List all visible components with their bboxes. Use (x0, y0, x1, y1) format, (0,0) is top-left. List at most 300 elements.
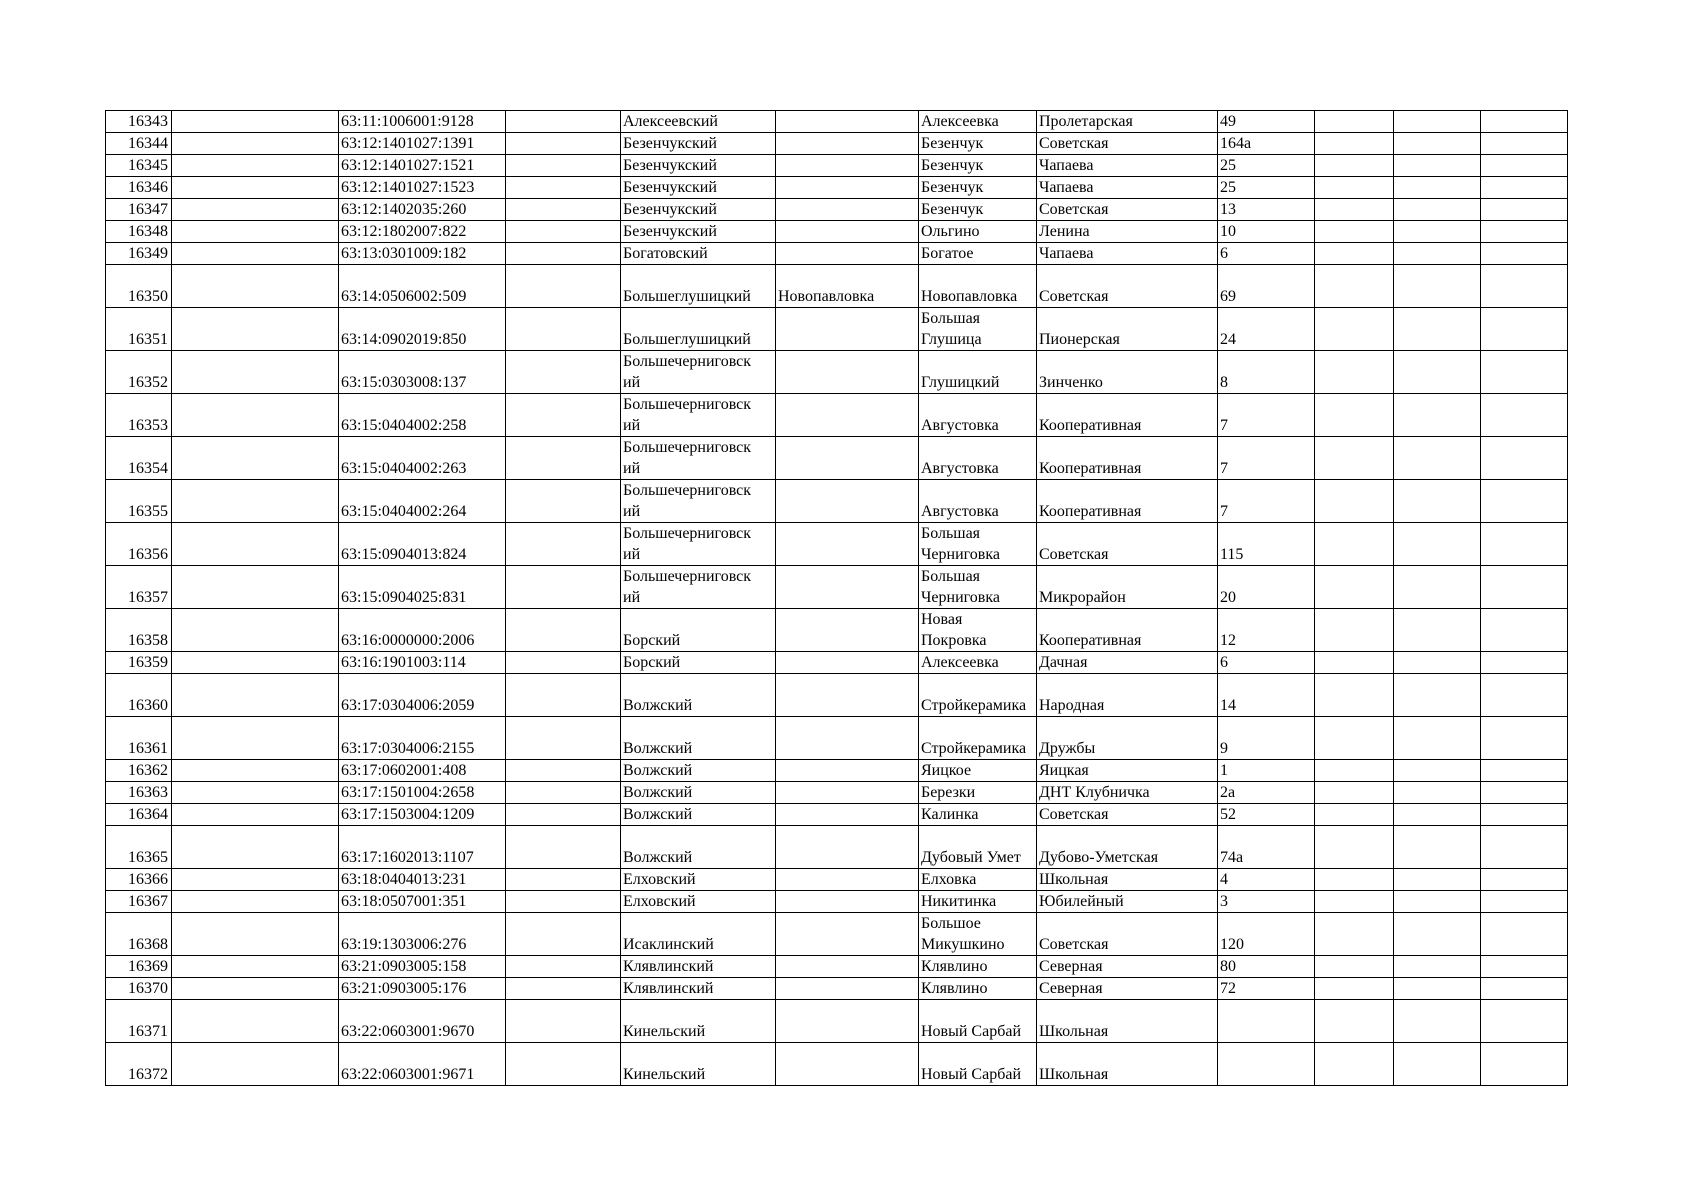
empty-cell (1315, 760, 1394, 782)
row-number-cell: 16363 (106, 782, 172, 804)
table-row (106, 265, 1568, 308)
empty-cell (1315, 609, 1394, 652)
empty-cell (1481, 913, 1568, 956)
row-number-cell: 16372 (106, 1043, 172, 1086)
empty-cell (506, 609, 621, 652)
table-row (106, 760, 1568, 782)
empty-cell (172, 891, 339, 913)
street-cell: Юбилейный (1037, 891, 1218, 913)
cadastral-number-cell: 63:21:0903005:158 (339, 956, 506, 978)
cadastral-number-cell: 63:14:0506002:509 (339, 265, 506, 308)
row-number-cell: 16357 (106, 566, 172, 609)
empty-cell (1481, 437, 1568, 480)
empty-cell (1315, 351, 1394, 394)
locality-cell: Алексеевка (919, 652, 1037, 674)
cadastral-number-cell: 63:16:0000000:2006 (339, 609, 506, 652)
empty-cell (506, 155, 621, 177)
empty-cell (1481, 674, 1568, 717)
district-cell: Безенчукский (621, 133, 776, 155)
street-cell: Северная (1037, 956, 1218, 978)
house-number-cell: 13 (1218, 199, 1315, 221)
empty-cell (1315, 782, 1394, 804)
street-cell: Советская (1037, 133, 1218, 155)
empty-cell (172, 913, 339, 956)
empty-cell (506, 177, 621, 199)
cadastral-number-cell: 63:18:0507001:351 (339, 891, 506, 913)
empty-cell (506, 243, 621, 265)
street-cell: ДНТ Клубничка (1037, 782, 1218, 804)
empty-cell (172, 566, 339, 609)
settlement-cell (776, 717, 919, 760)
house-number-cell: 74а (1218, 826, 1315, 869)
settlement-cell (776, 609, 919, 652)
empty-cell (1394, 351, 1481, 394)
empty-cell (506, 913, 621, 956)
empty-cell (506, 891, 621, 913)
locality-cell: Безенчук (919, 199, 1037, 221)
house-number-cell: 7 (1218, 480, 1315, 523)
empty-cell (1394, 1043, 1481, 1086)
empty-cell (506, 199, 621, 221)
settlement-cell (776, 155, 919, 177)
locality-cell: Безенчук (919, 177, 1037, 199)
cadastral-number-cell: 63:18:0404013:231 (339, 869, 506, 891)
empty-cell (506, 351, 621, 394)
empty-cell (172, 869, 339, 891)
empty-cell (1315, 133, 1394, 155)
settlement-cell (776, 652, 919, 674)
house-number-cell: 80 (1218, 956, 1315, 978)
empty-cell (1481, 480, 1568, 523)
street-cell: Яицкая (1037, 760, 1218, 782)
empty-cell (1481, 826, 1568, 869)
empty-cell (506, 523, 621, 566)
row-number-cell: 16347 (106, 199, 172, 221)
house-number-cell: 14 (1218, 674, 1315, 717)
house-number-cell: 72 (1218, 978, 1315, 1000)
empty-cell (172, 717, 339, 760)
locality-cell: Клявлино (919, 956, 1037, 978)
empty-cell (1481, 609, 1568, 652)
cadastral-number-cell: 63:15:0904025:831 (339, 566, 506, 609)
empty-cell (1394, 782, 1481, 804)
row-number-cell: 16345 (106, 155, 172, 177)
district-cell: Большеглушицкий (621, 308, 776, 351)
empty-cell (1481, 566, 1568, 609)
house-number-cell: 49 (1218, 111, 1315, 133)
district-cell: Алексеевский (621, 111, 776, 133)
empty-cell (1315, 111, 1394, 133)
district-cell: Борский (621, 609, 776, 652)
house-number-cell: 7 (1218, 437, 1315, 480)
street-cell: Чапаева (1037, 243, 1218, 265)
cadastral-number-cell: 63:13:0301009:182 (339, 243, 506, 265)
row-number-cell: 16343 (106, 111, 172, 133)
table-row (106, 437, 1568, 480)
street-cell: Пролетарская (1037, 111, 1218, 133)
cadastral-number-cell: 63:22:0603001:9671 (339, 1043, 506, 1086)
cadastral-number-cell: 63:15:0404002:263 (339, 437, 506, 480)
table-row (106, 652, 1568, 674)
house-number-cell: 25 (1218, 155, 1315, 177)
street-cell: Ленина (1037, 221, 1218, 243)
empty-cell (1481, 265, 1568, 308)
empty-cell (1315, 1043, 1394, 1086)
cadastral-number-cell: 63:15:0404002:258 (339, 394, 506, 437)
row-number-cell: 16352 (106, 351, 172, 394)
locality-cell: Калинка (919, 804, 1037, 826)
empty-cell (1481, 177, 1568, 199)
locality-cell: Августовка (919, 437, 1037, 480)
empty-cell (1481, 1000, 1568, 1043)
empty-cell (1315, 652, 1394, 674)
empty-cell (1481, 155, 1568, 177)
empty-cell (1481, 243, 1568, 265)
empty-cell (506, 437, 621, 480)
settlement-cell (776, 760, 919, 782)
locality-cell: Безенчук (919, 133, 1037, 155)
locality-cell: Новопавловка (919, 265, 1037, 308)
empty-cell (172, 956, 339, 978)
district-cell: Елховский (621, 869, 776, 891)
empty-cell (1315, 566, 1394, 609)
empty-cell (172, 609, 339, 652)
locality-cell: Новая Покровка (919, 609, 1037, 652)
empty-cell (1394, 826, 1481, 869)
empty-cell (1481, 978, 1568, 1000)
settlement-cell (776, 523, 919, 566)
street-cell: Школьная (1037, 1043, 1218, 1086)
locality-cell: Глушицкий (919, 351, 1037, 394)
empty-cell (506, 782, 621, 804)
empty-cell (506, 394, 621, 437)
table-row (106, 826, 1568, 869)
empty-cell (1315, 804, 1394, 826)
empty-cell (1315, 480, 1394, 523)
empty-cell (1394, 869, 1481, 891)
street-cell: Советская (1037, 265, 1218, 308)
street-cell: Советская (1037, 523, 1218, 566)
settlement-cell (776, 782, 919, 804)
locality-cell: Богатое (919, 243, 1037, 265)
row-number-cell: 16365 (106, 826, 172, 869)
empty-cell (172, 826, 339, 869)
empty-cell (172, 351, 339, 394)
empty-cell (1315, 869, 1394, 891)
street-cell: Чапаева (1037, 155, 1218, 177)
empty-cell (1394, 760, 1481, 782)
empty-cell (1481, 760, 1568, 782)
row-number-cell: 16353 (106, 394, 172, 437)
settlement-cell (776, 913, 919, 956)
empty-cell (1481, 111, 1568, 133)
table-row (106, 243, 1568, 265)
district-cell: Богатовский (621, 243, 776, 265)
empty-cell (172, 308, 339, 351)
settlement-cell (776, 956, 919, 978)
cadastral-number-cell: 63:12:1802007:822 (339, 221, 506, 243)
empty-cell (1394, 1000, 1481, 1043)
row-number-cell: 16368 (106, 913, 172, 956)
house-number-cell: 10 (1218, 221, 1315, 243)
empty-cell (1481, 351, 1568, 394)
district-cell: Большечерниговск ий (621, 566, 776, 609)
empty-cell (506, 265, 621, 308)
locality-cell: Большая Черниговка (919, 566, 1037, 609)
empty-cell (172, 111, 339, 133)
cadastral-number-cell: 63:22:0603001:9670 (339, 1000, 506, 1043)
row-number-cell: 16349 (106, 243, 172, 265)
settlement-cell (776, 437, 919, 480)
district-cell: Кинельский (621, 1043, 776, 1086)
empty-cell (506, 133, 621, 155)
locality-cell: Клявлино (919, 978, 1037, 1000)
empty-cell (172, 243, 339, 265)
street-cell: Чапаева (1037, 177, 1218, 199)
street-cell: Советская (1037, 804, 1218, 826)
empty-cell (506, 826, 621, 869)
empty-cell (506, 308, 621, 351)
locality-cell: Никитинка (919, 891, 1037, 913)
district-cell: Борский (621, 652, 776, 674)
street-cell: Советская (1037, 199, 1218, 221)
empty-cell (1315, 221, 1394, 243)
district-cell: Волжский (621, 826, 776, 869)
empty-cell (172, 177, 339, 199)
house-number-cell: 2а (1218, 782, 1315, 804)
empty-cell (1394, 155, 1481, 177)
registry-table (105, 110, 1568, 1086)
settlement-cell (776, 1000, 919, 1043)
row-number-cell: 16360 (106, 674, 172, 717)
empty-cell (1394, 523, 1481, 566)
empty-cell (506, 566, 621, 609)
cadastral-number-cell: 63:15:0904013:824 (339, 523, 506, 566)
table-row (106, 308, 1568, 351)
empty-cell (1315, 394, 1394, 437)
empty-cell (172, 523, 339, 566)
table-row (106, 133, 1568, 155)
table-row (106, 351, 1568, 394)
empty-cell (1394, 891, 1481, 913)
house-number-cell: 6 (1218, 243, 1315, 265)
table-row (106, 869, 1568, 891)
table-row (106, 199, 1568, 221)
empty-cell (1394, 978, 1481, 1000)
cadastral-number-cell: 63:14:0902019:850 (339, 308, 506, 351)
empty-cell (1481, 394, 1568, 437)
district-cell: Волжский (621, 804, 776, 826)
cadastral-number-cell: 63:16:1901003:114 (339, 652, 506, 674)
street-cell: Школьная (1037, 869, 1218, 891)
street-cell: Кооперативная (1037, 437, 1218, 480)
empty-cell (1481, 652, 1568, 674)
district-cell: Клявлинский (621, 956, 776, 978)
table-row (106, 566, 1568, 609)
empty-cell (1315, 265, 1394, 308)
empty-cell (1394, 609, 1481, 652)
settlement-cell: Новопавловка (776, 265, 919, 308)
street-cell: Народная (1037, 674, 1218, 717)
house-number-cell (1218, 1000, 1315, 1043)
street-cell: Кооперативная (1037, 480, 1218, 523)
street-cell: Дружбы (1037, 717, 1218, 760)
house-number-cell (1218, 1043, 1315, 1086)
empty-cell (172, 1043, 339, 1086)
empty-cell (1315, 826, 1394, 869)
empty-cell (1394, 804, 1481, 826)
street-cell: Зинченко (1037, 351, 1218, 394)
empty-cell (1481, 891, 1568, 913)
empty-cell (172, 804, 339, 826)
empty-cell (1394, 913, 1481, 956)
table-row (106, 913, 1568, 956)
street-cell: Кооперативная (1037, 609, 1218, 652)
cadastral-number-cell: 63:12:1401027:1523 (339, 177, 506, 199)
house-number-cell: 164а (1218, 133, 1315, 155)
empty-cell (1394, 243, 1481, 265)
empty-cell (1394, 265, 1481, 308)
house-number-cell: 1 (1218, 760, 1315, 782)
row-number-cell: 16362 (106, 760, 172, 782)
table-row (106, 221, 1568, 243)
row-number-cell: 16369 (106, 956, 172, 978)
house-number-cell: 25 (1218, 177, 1315, 199)
empty-cell (506, 480, 621, 523)
cadastral-number-cell: 63:17:0304006:2155 (339, 717, 506, 760)
settlement-cell (776, 199, 919, 221)
settlement-cell (776, 1043, 919, 1086)
district-cell: Безенчукский (621, 221, 776, 243)
settlement-cell (776, 243, 919, 265)
empty-cell (1394, 674, 1481, 717)
district-cell: Елховский (621, 891, 776, 913)
empty-cell (506, 674, 621, 717)
district-cell: Большечерниговск ий (621, 394, 776, 437)
cadastral-number-cell: 63:19:1303006:276 (339, 913, 506, 956)
empty-cell (1394, 480, 1481, 523)
district-cell: Волжский (621, 717, 776, 760)
settlement-cell (776, 221, 919, 243)
empty-cell (506, 869, 621, 891)
district-cell: Волжский (621, 782, 776, 804)
table-row (106, 155, 1568, 177)
district-cell: Исаклинский (621, 913, 776, 956)
empty-cell (1481, 956, 1568, 978)
row-number-cell: 16358 (106, 609, 172, 652)
empty-cell (1481, 308, 1568, 351)
cadastral-number-cell: 63:12:1402035:260 (339, 199, 506, 221)
locality-cell: Елховка (919, 869, 1037, 891)
settlement-cell (776, 566, 919, 609)
district-cell: Волжский (621, 674, 776, 717)
district-cell: Большеглушицкий (621, 265, 776, 308)
settlement-cell (776, 133, 919, 155)
empty-cell (506, 978, 621, 1000)
street-cell: Советская (1037, 913, 1218, 956)
cadastral-number-cell: 63:12:1401027:1521 (339, 155, 506, 177)
house-number-cell: 20 (1218, 566, 1315, 609)
empty-cell (1394, 717, 1481, 760)
cadastral-number-cell: 63:21:0903005:176 (339, 978, 506, 1000)
settlement-cell (776, 480, 919, 523)
empty-cell (1315, 155, 1394, 177)
empty-cell (172, 674, 339, 717)
locality-cell: Августовка (919, 394, 1037, 437)
row-number-cell: 16351 (106, 308, 172, 351)
street-cell: Школьная (1037, 1000, 1218, 1043)
settlement-cell (776, 978, 919, 1000)
empty-cell (1315, 1000, 1394, 1043)
district-cell: Большечерниговск ий (621, 437, 776, 480)
table-row (106, 956, 1568, 978)
table-row (106, 674, 1568, 717)
row-number-cell: 16344 (106, 133, 172, 155)
row-number-cell: 16366 (106, 869, 172, 891)
empty-cell (1315, 913, 1394, 956)
table-row (106, 480, 1568, 523)
empty-cell (1394, 199, 1481, 221)
row-number-cell: 16370 (106, 978, 172, 1000)
district-cell: Кинельский (621, 1000, 776, 1043)
cadastral-number-cell: 63:15:0404002:264 (339, 480, 506, 523)
empty-cell (1315, 308, 1394, 351)
empty-cell (1394, 177, 1481, 199)
house-number-cell: 12 (1218, 609, 1315, 652)
empty-cell (1315, 523, 1394, 566)
locality-cell: Большая Черниговка (919, 523, 1037, 566)
empty-cell (506, 652, 621, 674)
row-number-cell: 16356 (106, 523, 172, 566)
district-cell: Большечерниговск ий (621, 523, 776, 566)
cadastral-number-cell: 63:17:1503004:1209 (339, 804, 506, 826)
empty-cell (1315, 177, 1394, 199)
locality-cell: Стройкерамика (919, 674, 1037, 717)
street-cell: Дачная (1037, 652, 1218, 674)
empty-cell (1315, 891, 1394, 913)
row-number-cell: 16371 (106, 1000, 172, 1043)
locality-cell: Августовка (919, 480, 1037, 523)
house-number-cell: 3 (1218, 891, 1315, 913)
locality-cell: Дубовый Умет (919, 826, 1037, 869)
empty-cell (1394, 394, 1481, 437)
locality-cell: Новый Сарбай (919, 1000, 1037, 1043)
settlement-cell (776, 351, 919, 394)
table-row (106, 394, 1568, 437)
empty-cell (506, 804, 621, 826)
empty-cell (1394, 221, 1481, 243)
locality-cell: Большая Глушица (919, 308, 1037, 351)
house-number-cell: 7 (1218, 394, 1315, 437)
house-number-cell: 115 (1218, 523, 1315, 566)
empty-cell (1394, 652, 1481, 674)
row-number-cell: 16359 (106, 652, 172, 674)
cadastral-number-cell: 63:17:1501004:2658 (339, 782, 506, 804)
empty-cell (1394, 133, 1481, 155)
empty-cell (1481, 199, 1568, 221)
empty-cell (1394, 308, 1481, 351)
locality-cell: Березки (919, 782, 1037, 804)
empty-cell (1481, 717, 1568, 760)
row-number-cell: 16355 (106, 480, 172, 523)
settlement-cell (776, 891, 919, 913)
table-row (106, 609, 1568, 652)
table-row (106, 1043, 1568, 1086)
empty-cell (1481, 523, 1568, 566)
row-number-cell: 16364 (106, 804, 172, 826)
settlement-cell (776, 869, 919, 891)
row-number-cell: 16350 (106, 265, 172, 308)
